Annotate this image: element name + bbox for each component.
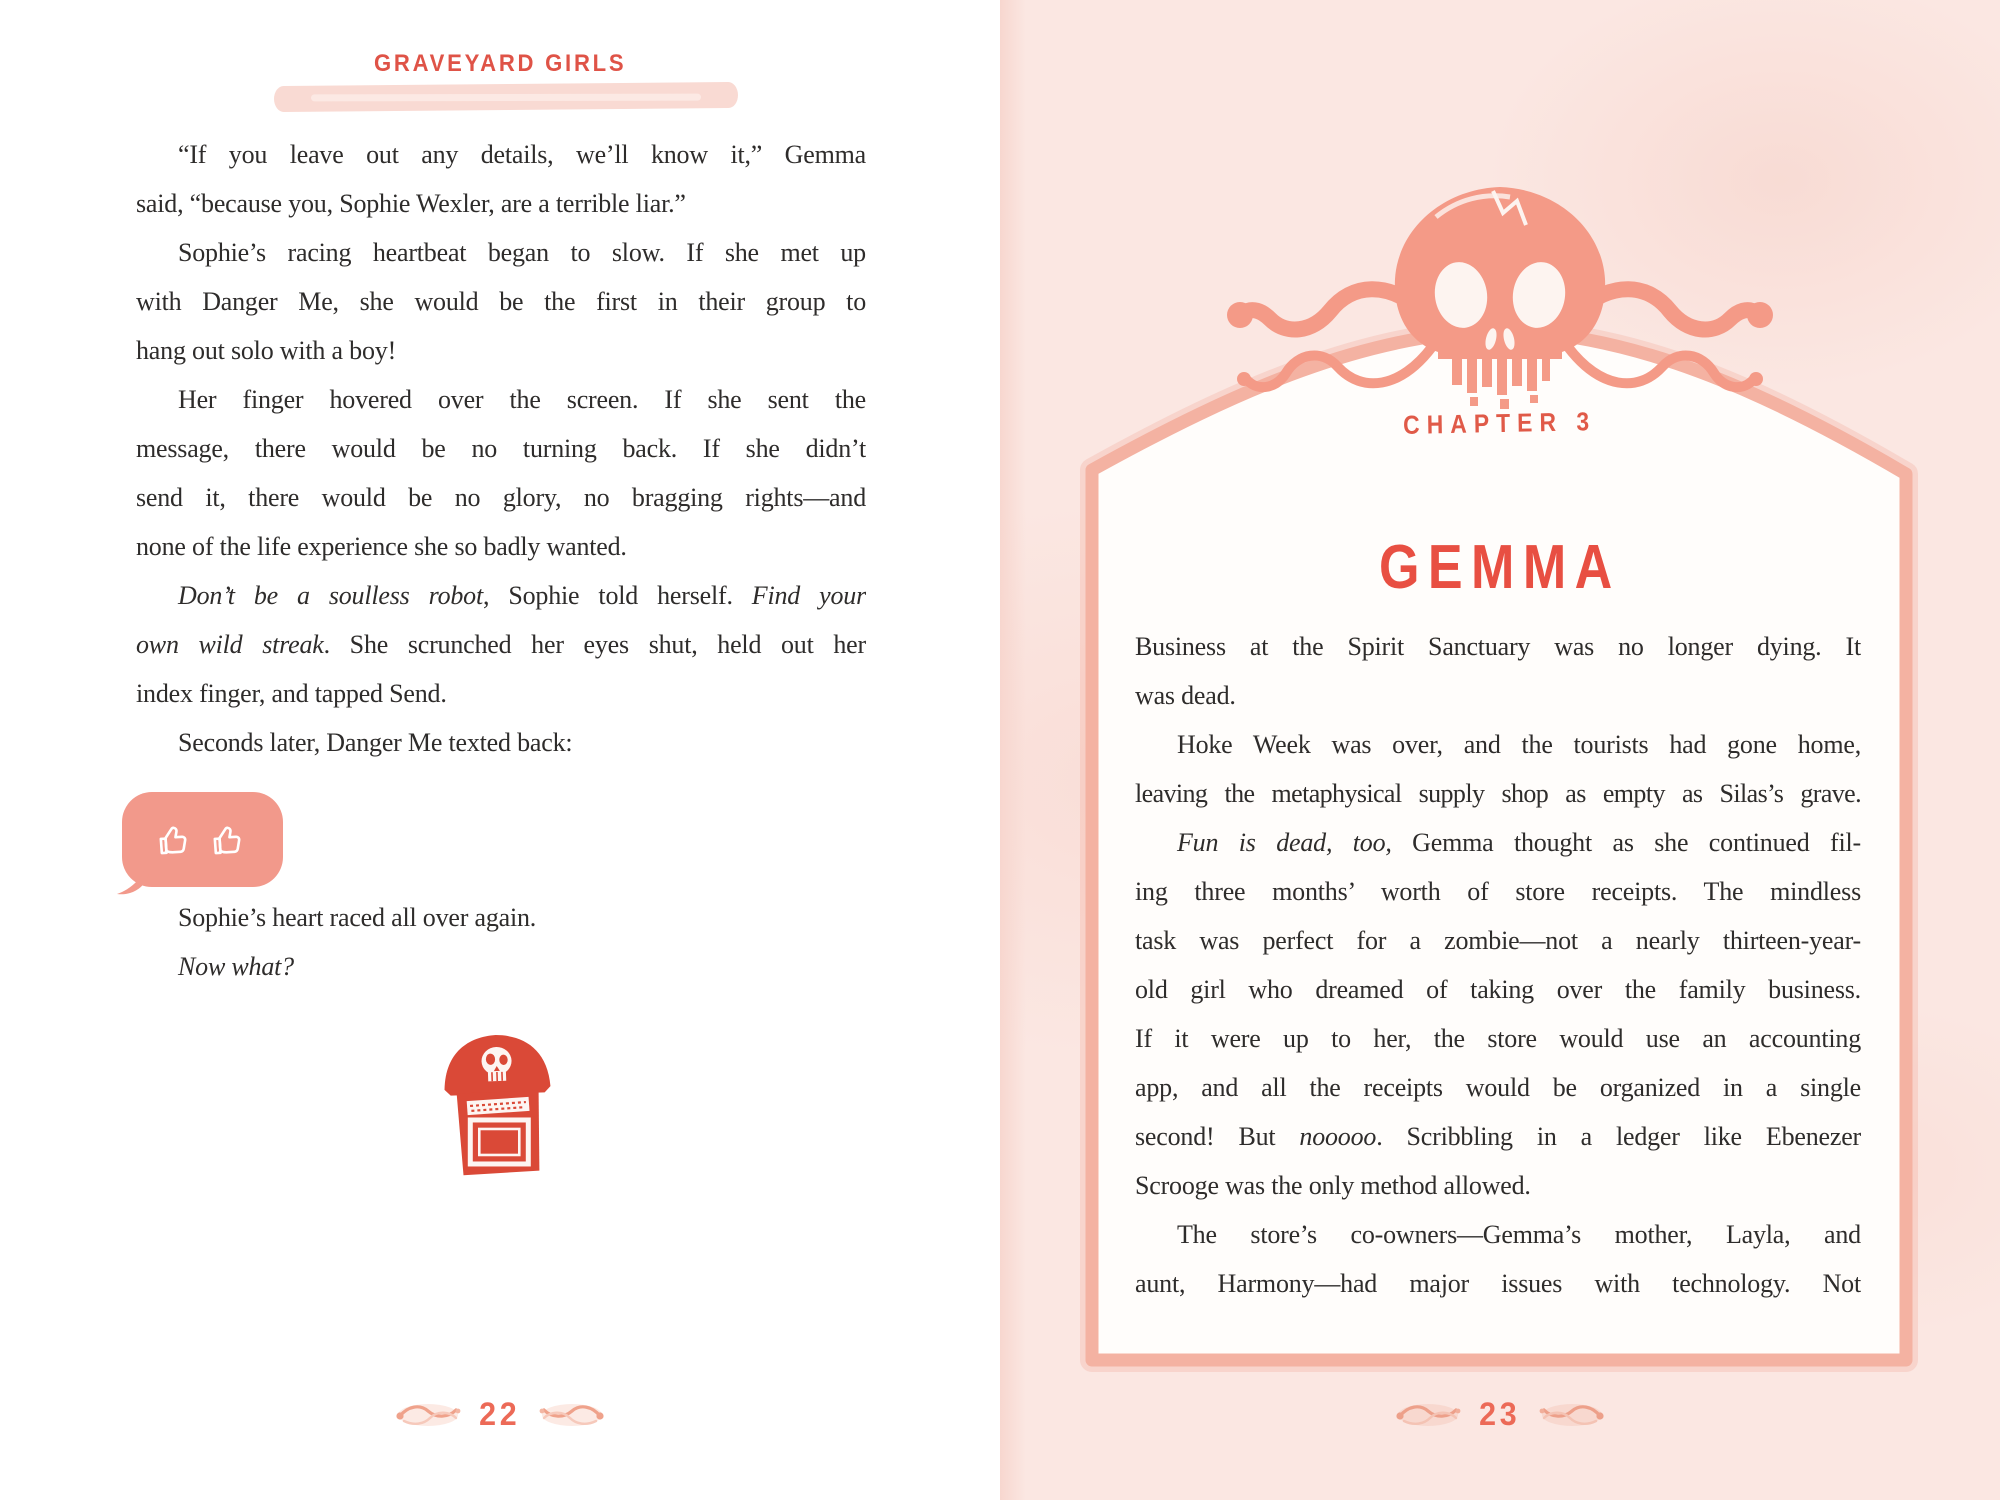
thumbs-up-icon [153,817,198,862]
text-line: Hoke Week was over, and the tourists had gone home, [1177,730,1861,759]
page-footer [1000,1396,2000,1433]
text-line: app, and all the receipts would be organized in a single [1135,1073,1861,1102]
text-line: ing three months’ worth of store receipts. The mindless [1135,877,1861,906]
paragraph [136,571,866,718]
text-line: Sophie’s racing heartbeat began to slow. If she met up [178,238,866,267]
paragraph [1135,622,1861,720]
text-line: said, “because you, Sophie Wexler, are a terrible liar.” [136,189,686,218]
body-text-block [136,893,866,991]
text-line: own wild streak. She scrunched her eyes shut, held out her [136,630,866,659]
paragraph [136,718,866,767]
brush-underline-decoration [274,82,738,112]
swirl-ornament-icon [1394,1400,1464,1430]
swirl-ornament-icon [1536,1400,1606,1430]
gravestone-mailbox-illustration [437,1028,559,1178]
right-page [1000,0,2000,1500]
text-line: second! But nooooo. Scribbling in a ledger like Ebenezer [1135,1122,1861,1151]
page-number: 23 [1479,1396,1521,1432]
text-line: send it, there would be no glory, no bragging rights—and [136,483,866,512]
text-line: The store’s co-owners—Gemma’s mother, Layla, and [1177,1220,1861,1249]
body-text-block [136,130,866,767]
book-title: GRAVEYARD GIRLS [373,50,627,77]
text-line: Seconds later, Danger Me texted back: [178,728,573,757]
paragraph [1135,720,1861,818]
paragraph [136,228,866,375]
running-header [0,50,1000,78]
paragraph [136,130,866,228]
page-footer [0,1396,1000,1433]
swirl-ornament-icon [394,1400,464,1430]
text-line: Business at the Spirit Sanctuary was no longer dying. It [1135,632,1861,661]
text-line: “If you leave out any details, we’ll know it,” Gemma [178,140,866,169]
paragraph [1135,818,1861,1210]
text-line: hang out solo with a boy! [136,336,397,365]
paragraph [1135,1210,1861,1308]
text-line: Fun is dead, too, Gemma thought as she continued fil- [1177,828,1861,857]
swirl-ornament-icon [536,1400,606,1430]
skull-with-ribbons-ornament [1200,145,1800,415]
paragraph [136,375,866,571]
page-number: 22 [479,1396,521,1432]
text-line: leaving the metaphysical supply shop as empty as Silas’s grave. [1135,779,1861,808]
chapter-title: GEMMA [1379,533,1621,602]
text-line: Don’t be a soulless robot, Sophie told herself. Find your [178,581,866,610]
text-line: message, there would be no turning back. If she didn’t [136,434,866,463]
text-line: Her finger hovered over the screen. If she sent the [178,385,866,414]
text-message-bubble [122,792,283,887]
text-line: task was perfect for a zombie—not a nearly thirteen-year- [1135,926,1861,955]
text-line: was dead. [1135,681,1236,710]
thumbs-up-icon [207,817,252,862]
text-line: Now what? [178,952,294,981]
body-text-block [1135,622,1861,1308]
paragraph [136,893,866,942]
text-line: with Danger Me, she would be the first in their group to [136,287,866,316]
skull-icon [1395,187,1605,409]
text-line: old girl who dreamed of taking over the family business. [1135,975,1861,1004]
chapter-label: CHAPTER 3 [1403,406,1597,440]
paragraph [136,942,866,991]
text-line: Sophie’s heart raced all over again. [178,903,537,932]
text-line: aunt, Harmony—had major issues with technology. Not [1135,1269,1861,1298]
text-line: none of the life experience she so badly wanted. [136,532,627,561]
text-line: index finger, and tapped Send. [136,679,447,708]
text-line: If it were up to her, the store would use an accounting [1135,1024,1861,1053]
text-line: Scrooge was the only method allowed. [1135,1171,1531,1200]
